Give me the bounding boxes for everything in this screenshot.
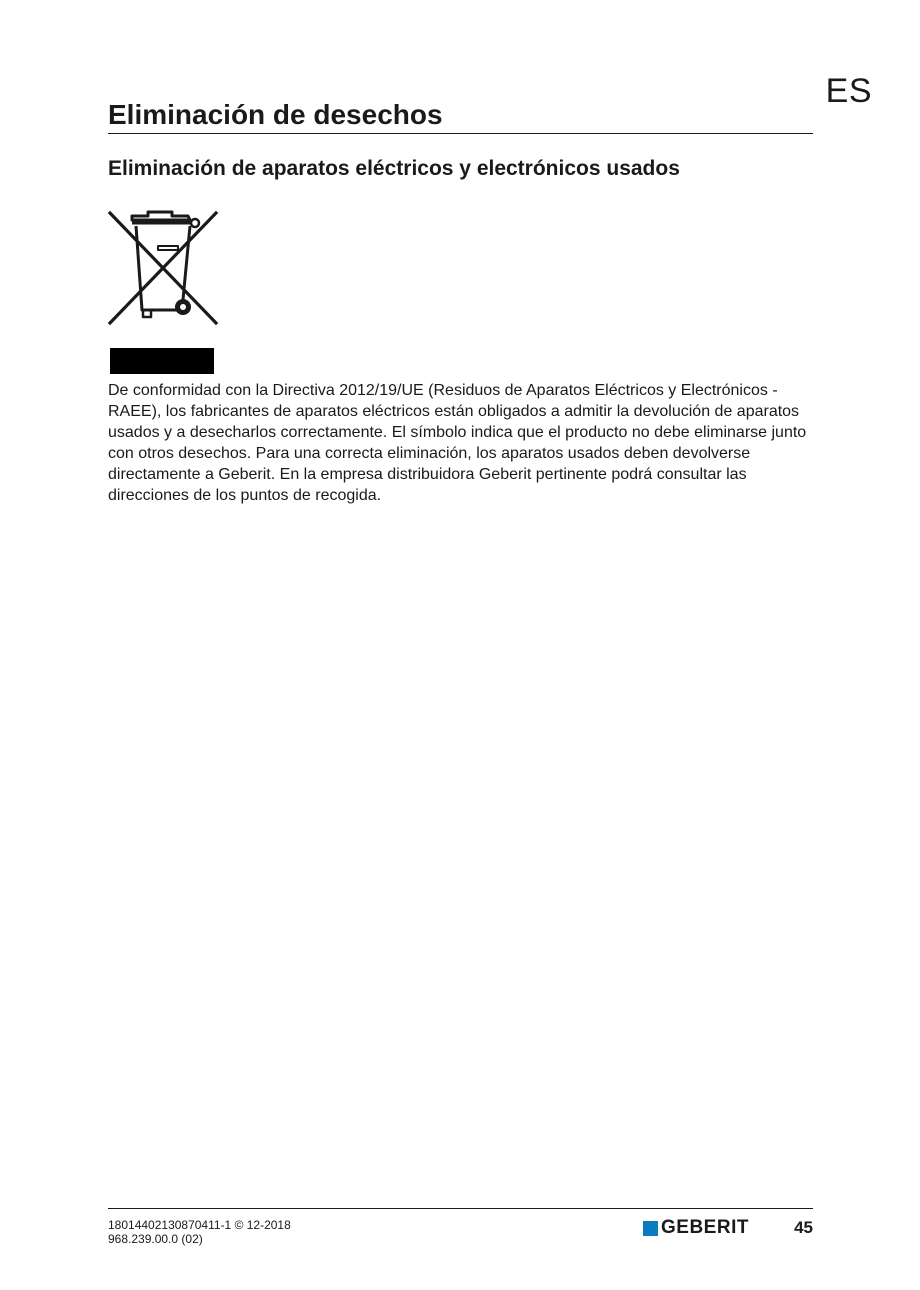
symbol-underline-bar [110,348,214,374]
footer-doc-info [108,1218,291,1246]
geberit-logo [643,1217,749,1239]
brand-square-icon [643,1221,658,1236]
brand-name: GEBERIT [661,1217,749,1238]
page-title: Eliminación de desechos [108,99,813,134]
footer-doc-ref: 968.239.00.0 (02) [108,1232,203,1246]
language-tag: ES [825,72,872,110]
body-paragraph: De conformidad con la Directiva 2012/19/UE (Residuos de Aparatos Eléctricos y Electrónicos - RAEE), los fabricantes de aparatos eléctricos están obligados a admitir la devolución de aparatos usados y a desecharlos correctamente. El símbolo indica que el producto no debe eliminarse junto con otros desechos. Para una correcta eliminación, los aparatos usados deben devolverse directamente a Geberit. En la empresa distribuidora Geberit pertinente podrá consultar las direcciones de los puntos de recogida. [108,382,807,504]
crossed-out-wheelie-bin-icon [106,210,222,328]
footer-divider [108,1208,813,1209]
footer-doc-id: 18014402130870411-1 © 12-2018 [108,1218,291,1232]
page-number: 45 [794,1218,813,1237]
section-title: Eliminación de aparatos eléctricos y electrónicos usados [108,157,680,180]
